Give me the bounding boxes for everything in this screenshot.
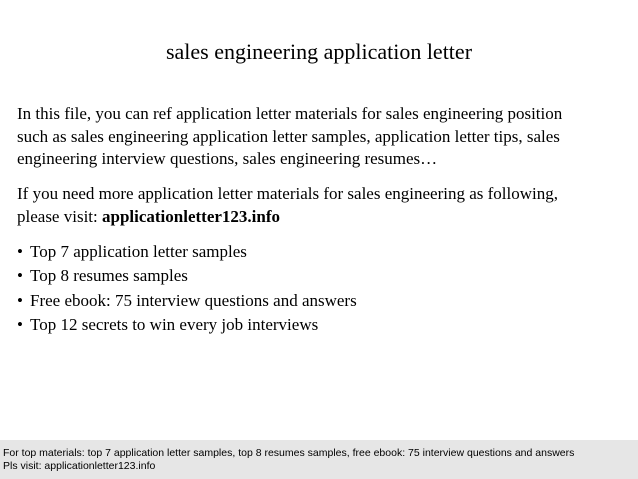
- visit-prefix: please visit:: [17, 206, 102, 226]
- list-item: [17, 264, 357, 288]
- intro-line: In this file, you can ref application letter materials for sales engineering position: [17, 104, 563, 123]
- intro-paragraph: [17, 103, 617, 171]
- intro-line: such as sales engineering application letter samples, application letter tips, sales: [17, 126, 560, 146]
- bullet-icon: •: [17, 266, 23, 286]
- list-item: [17, 240, 357, 264]
- footer-line: For top materials: top 7 application letter samples, top 8 resumes samples, free ebook: 75 interview questions and answers: [3, 447, 575, 459]
- list-item-text: Top 7 application letter samples: [30, 242, 247, 261]
- list-item-text: Top 12 secrets to win every job interviews: [30, 314, 319, 334]
- list-item: [17, 289, 357, 313]
- document-title: sales engineering application letter: [165, 39, 473, 64]
- list-item-text: Top 8 resumes samples: [30, 266, 188, 286]
- visit-line: [17, 206, 617, 229]
- visit-paragraph: [17, 183, 617, 228]
- site-link[interactable]: applicationletter123.info: [101, 206, 280, 226]
- list-item: [17, 313, 357, 337]
- bullet-icon: •: [17, 290, 23, 310]
- intro-line: engineering interview questions, sales engineering resumes…: [17, 149, 438, 168]
- bullet-icon: •: [17, 314, 23, 334]
- visit-line: If you need more application letter materials for sales engineering as following,: [17, 184, 558, 203]
- bullet-icon: •: [17, 242, 23, 261]
- footer-banner: [0, 440, 638, 479]
- list-item-text: Free ebook: 75 interview questions and answers: [30, 290, 357, 310]
- materials-list: [17, 240, 357, 337]
- footer-line: Pls visit: applicationletter123.info: [3, 460, 156, 472]
